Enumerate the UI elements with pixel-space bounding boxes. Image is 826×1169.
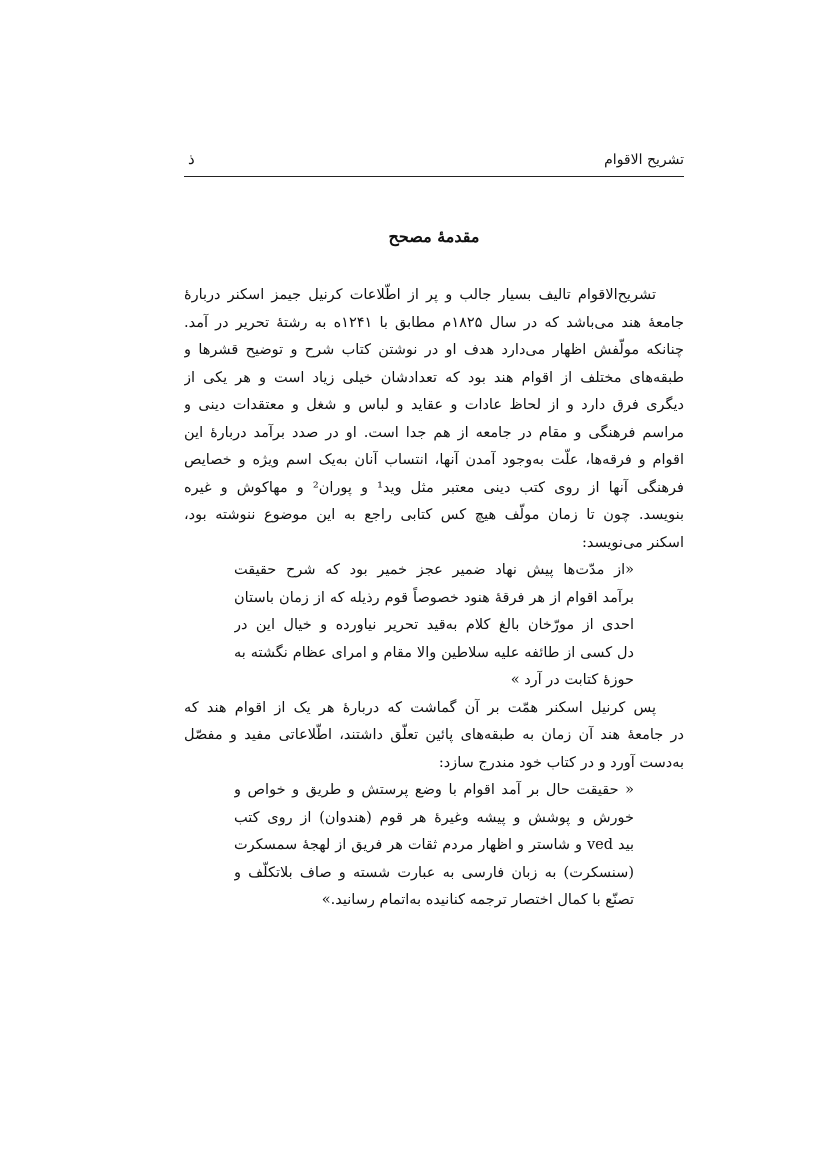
quote-line: «از مدّت‌ها پیش نهاد ضمیر عجز خمیر بود که شرح حقیقت <box>234 562 634 578</box>
paragraph-intro <box>184 282 684 557</box>
quote-line: « حقیقت حال بر آمد اقوام با وضع پرستش و طریق و خواص و <box>234 782 634 798</box>
text-line: به‌دست آورد و در کتاب خود مندرج سازد: <box>438 754 684 771</box>
block-quote-2 <box>234 777 634 915</box>
text-line: اقوام و فرقه‌ها، علّت به‌وجود آمدن آنها، انتساب آنان به‌یک اسم ویژه و خصایص <box>184 452 684 468</box>
paragraph-skinner <box>184 695 684 778</box>
quote-line: دل کسی از طائفه علیه سلاطین والا مقام و امرای عظام نگشته به <box>234 644 634 661</box>
text-line: بنویسد. چون تا زمان مولّف هیچ کس کتابی راجع به این موضوع ننوشته بود، <box>184 507 684 523</box>
text-line: چنانکه مولّفش اظهار می‌دارد هدف او در نوشتن کتاب شرح و توضیح قشرها و <box>184 342 684 358</box>
block-quote-1 <box>234 557 634 695</box>
body-text <box>184 282 684 915</box>
section-title: مقدمهٔ مصحح <box>388 227 480 246</box>
quote-line: (سنسکرت) به زبان فارسی به عبارت شسته و صاف بلاتکلّف و <box>234 864 634 881</box>
text-line: طبقه‌های مختلف از اقوام هند بود که تعدادشان خیلی زیاد است و هر یکی از <box>184 369 684 386</box>
text-line: فرهنگی آنها از روی کتب دینی معتبر مثل وید¹ و پوران² و مهاکوش و غیره <box>184 479 684 496</box>
quote-line: خورش و پوشش و پیشه وغیرهٔ هر قوم (هندوان) از روی کتب <box>234 809 634 826</box>
running-header <box>184 148 684 177</box>
quote-line: بید ved و شاستر و اظهار مردم ثقات هر فریق از لهجهٔ سمسکرت <box>234 837 634 853</box>
text-line: جامعهٔ هند می‌باشد که در سال ۱۸۲۵م مطابق با ۱۲۴۱ه به رشتهٔ تحریر در آمد. <box>184 314 684 331</box>
text-line: دیگری فرق دارد و از لحاظ عادات و عقاید و لباس و شغل و معتقدات دینی و <box>184 397 684 413</box>
text-line: اسکنر می‌نویسد: <box>581 534 684 551</box>
text-line: در جامعهٔ هند آن زمان به طبقه‌های پائین تعلّق داشتند، اطّلاعاتی مفید و مفصّل <box>184 727 684 743</box>
text-line: پس کرنیل اسکنر همّت بر آن گماشت که دربارهٔ هر یک از اقوام هند که <box>184 699 656 716</box>
page-number: ذ <box>188 150 195 168</box>
quote-line: تصنّع با کمال اختصار ترجمه کنانیده به‌اتمام رسانید.» <box>321 892 634 908</box>
quote-line: احدی از مورّخان بالغ کلام به‌قید تحریر نیاورده و خیال این در <box>234 617 634 633</box>
quote-line: حوزهٔ کتابت در آرد » <box>510 672 634 688</box>
header-book-title: تشریح الاقوام <box>604 152 684 168</box>
quote-line: برآمد اقوام از هر فرقهٔ هنود خصوصاً قوم رذیله که از زمان باستان <box>234 589 634 606</box>
text-line: مراسم فرهنگی و مقام در جامعه از هم جدا است. او در صدد برآمد دربارهٔ این <box>184 424 684 441</box>
text-line: تشریح‌الاقوام تالیف بسیار جالب و پر از اطّلاعات کرنیل جیمز اسکنر دربارهٔ <box>184 287 656 303</box>
